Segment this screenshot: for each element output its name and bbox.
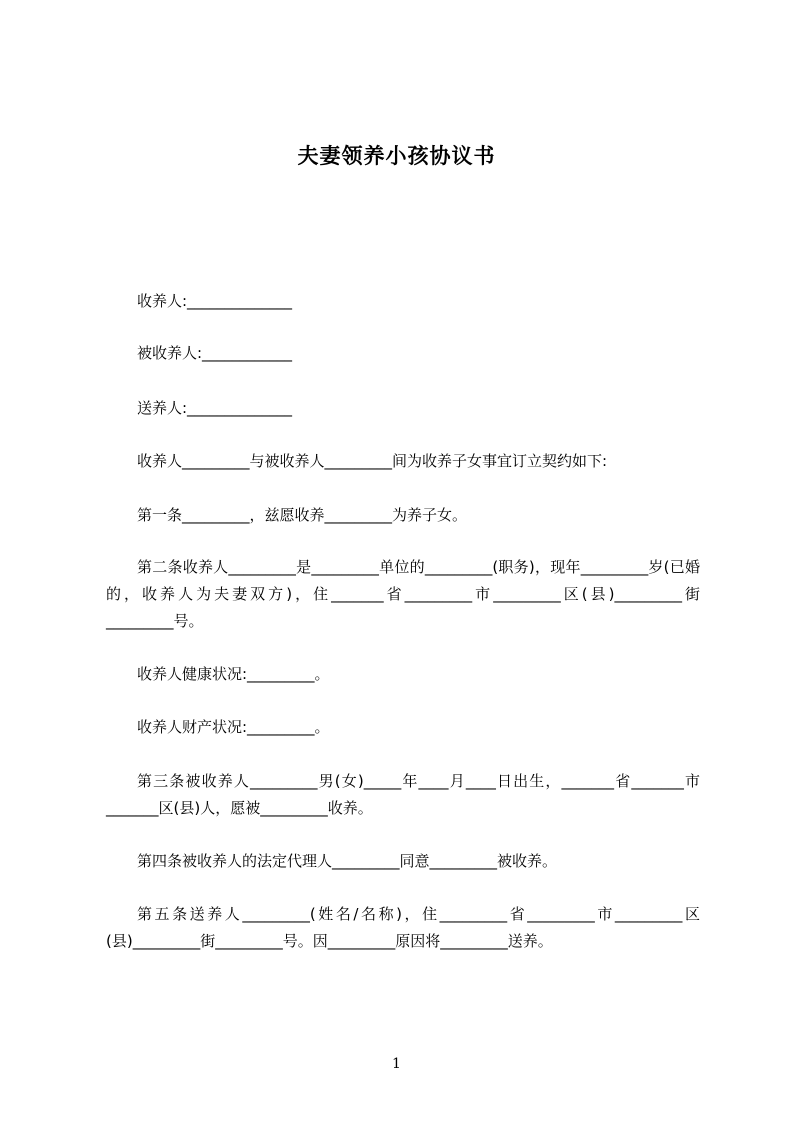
paragraph-article-5: 第五条送养人_________(姓名/名称)，住_________省_________市_________区(县)_________街_________号。因_________原因将_________送养。 [106, 905, 700, 950]
paragraph-article-2: 第二条收养人_________是_________单位的_________(职务)，现年_________岁(已婚的，收养人为夫妻双方)，住_______省_________市_________区(县)_________街_________号。 [106, 558, 700, 630]
paragraph-adoptee: 被收养人:____________ [137, 344, 293, 362]
paragraph-sender: 送养人:______________ [137, 399, 293, 417]
document-title: 夫妻领养小孩协议书 [297, 144, 496, 168]
page-number: 1 [392, 1056, 401, 1072]
paragraph-article-3: 第三条被收养人_________男(女)_____年____月____日出生，_______省_______市_______区(县)人，愿被_________收养。 [106, 772, 700, 817]
paragraph-article-4: 第四条被收养人的法定代理人_________同意_________被收养。 [137, 852, 558, 870]
paragraph-adopter: 收养人:______________ [137, 292, 293, 310]
paragraph-article-1: 第一条_________，兹愿收养_________为养子女。 [137, 506, 468, 524]
paragraph-property: 收养人财产状况:_________。 [137, 718, 330, 736]
paragraph-health: 收养人健康状况:_________。 [137, 665, 330, 683]
paragraph-intro: 收养人_________与被收养人_________间为收养子女事宜订立契约如下: [137, 452, 608, 470]
